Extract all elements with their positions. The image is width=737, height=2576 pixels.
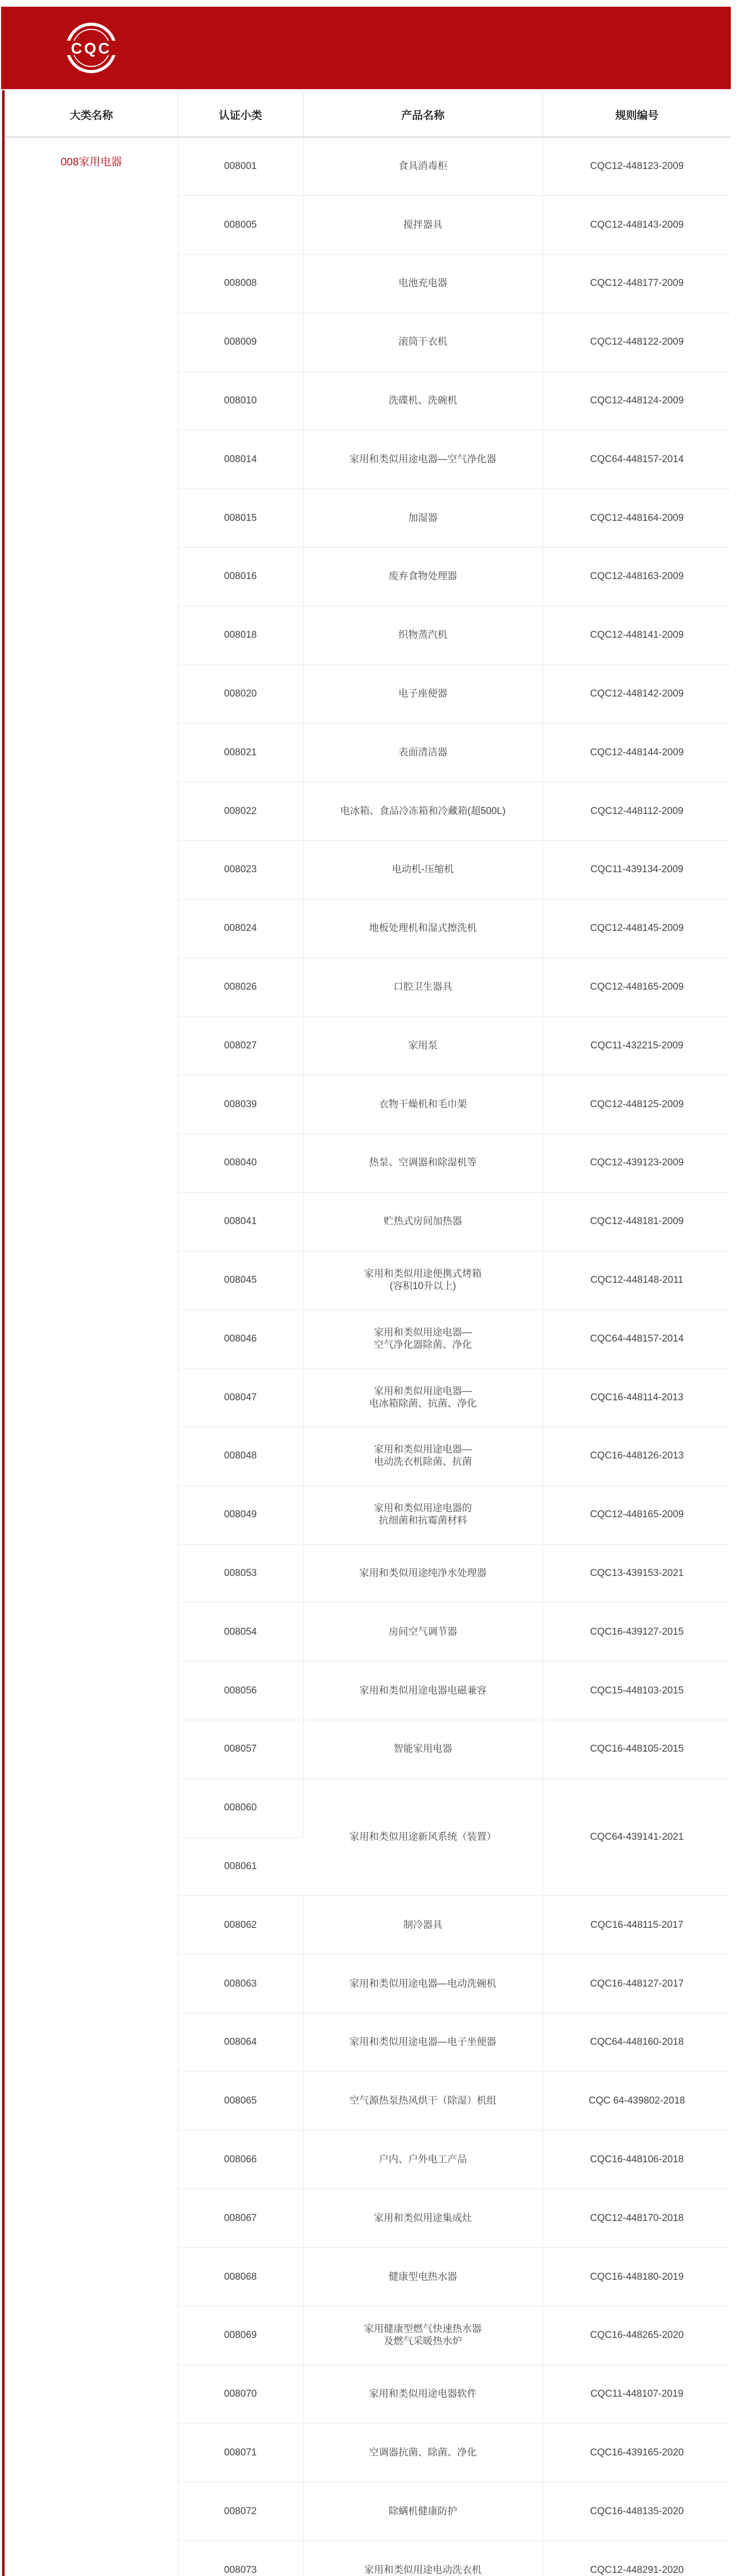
product-name-cell: 电池充电器	[303, 255, 543, 313]
subcategory-code-cell: 008020	[178, 665, 303, 723]
rule-number-cell: CQC12-448163-2009	[543, 548, 731, 606]
rule-number-cell: CQC12-448148-2011	[543, 1251, 731, 1310]
table-row	[5, 137, 731, 196]
product-name-cell: 家用和类似用途电器— 电冰箱除菌、抗菌、净化	[303, 1368, 543, 1427]
rule-number-cell: CQC64-448157-2014	[543, 430, 731, 489]
subcategory-code-cell: 008057	[178, 1720, 303, 1779]
rule-number-cell: CQC11-448107-2019	[543, 2365, 731, 2424]
subcategory-code-cell: 008026	[178, 958, 303, 1016]
rule-number-cell: CQC12-448145-2009	[543, 899, 731, 958]
rule-number-cell: CQC13-439153-2021	[543, 1544, 731, 1603]
subcategory-code-cell: 008063	[178, 1955, 303, 2013]
rule-number-cell: CQC12-448143-2009	[543, 196, 731, 255]
header-rule-number: 规则编号	[543, 93, 731, 137]
rule-number-cell: CQC16-448106-2018	[543, 2130, 731, 2189]
rule-number-cell: CQC12-448177-2009	[543, 255, 731, 313]
product-name-cell: 智能家用电器	[303, 1720, 543, 1779]
product-name-cell: 除螨机健康防护	[303, 2482, 543, 2541]
product-name-cell: 电冰箱、食品冷冻箱和冷藏箱(超500L)	[303, 782, 543, 841]
subcategory-code-cell: 008041	[178, 1192, 303, 1251]
subcategory-code-cell: 008005	[178, 196, 303, 255]
subcategory-code-cell: 008072	[178, 2482, 303, 2541]
rule-number-cell: CQC11-439134-2009	[543, 841, 731, 900]
subcategory-code-cell: 008047	[178, 1368, 303, 1427]
product-name-cell: 家用和类似用途电器— 空气净化器除菌、净化	[303, 1310, 543, 1368]
product-name-cell: 家用和类似用途新风系统（装置）	[303, 1778, 543, 1896]
rule-number-cell: CQC12-448181-2009	[543, 1192, 731, 1251]
rule-number-cell: CQC12-448165-2009	[543, 1485, 731, 1544]
product-name-cell: 搅拌器具	[303, 196, 543, 255]
product-name-cell: 衣物干燥机和毛巾架	[303, 1075, 543, 1134]
header-subcategory: 认证小类	[178, 93, 303, 137]
subcategory-code-cell: 008039	[178, 1075, 303, 1134]
cqc-logo[interactable]	[58, 21, 125, 75]
product-name-cell: 户内、户外电工产品	[303, 2130, 543, 2189]
subcategory-code-cell: 008062	[178, 1896, 303, 1955]
subcategory-code-cell: 008048	[178, 1427, 303, 1486]
subcategory-code-cell: 008064	[178, 2013, 303, 2072]
table-body	[5, 137, 731, 2576]
product-name-cell: 地板处理机和湿式擦洗机	[303, 899, 543, 958]
subcategory-code-cell: 008023	[178, 841, 303, 900]
product-name-cell: 房间空气调节器	[303, 1603, 543, 1662]
product-name-cell: 家用和类似用途电器—空气净化器	[303, 430, 543, 489]
rule-number-cell: CQC12-439123-2009	[543, 1134, 731, 1193]
product-name-cell: 空气源热泵热风烘干（除湿）机组	[303, 2072, 543, 2130]
rule-number-cell: CQC64-439141-2021	[543, 1778, 731, 1896]
subcategory-code-cell: 008009	[178, 313, 303, 371]
product-name-cell: 家用和类似用途电器— 电动洗衣机除菌、抗菌	[303, 1427, 543, 1486]
product-name-cell: 制冷器具	[303, 1896, 543, 1955]
product-name-cell: 空调器抗菌、除菌、净化	[303, 2424, 543, 2482]
subcategory-code-cell: 008069	[178, 2306, 303, 2365]
rule-number-cell: CQC16-448115-2017	[543, 1896, 731, 1955]
subcategory-code-cell: 008065	[178, 2072, 303, 2130]
rule-number-cell: CQC12-448144-2009	[543, 723, 731, 782]
subcategory-code-cell: 008060	[178, 1778, 303, 1837]
product-name-cell: 家用和类似用途电器—电子坐便器	[303, 2013, 543, 2072]
product-name-cell: 废弃食物处理器	[303, 548, 543, 606]
rule-number-cell: CQC11-432215-2009	[543, 1016, 731, 1075]
product-name-cell: 家用和类似用途电器的 抗细菌和抗霉菌材料	[303, 1485, 543, 1544]
rule-number-cell: CQC12-448122-2009	[543, 313, 731, 371]
rule-number-cell: CQC64-448157-2014	[543, 1310, 731, 1368]
product-name-cell: 食具消毒柜	[303, 137, 543, 196]
rule-number-cell: CQC16-448105-2015	[543, 1720, 731, 1779]
product-name-cell: 家用泵	[303, 1016, 543, 1075]
rule-number-cell: CQC12-448165-2009	[543, 958, 731, 1016]
subcategory-code-cell: 008001	[178, 137, 303, 196]
subcategory-code-cell: 008061	[178, 1837, 303, 1896]
product-name-cell: 家用和类似用途集成灶	[303, 2189, 543, 2248]
subcategory-code-cell: 008054	[178, 1603, 303, 1662]
product-name-cell: 家用和类似用途电器电磁兼容	[303, 1662, 543, 1720]
rule-number-cell: CQC12-448124-2009	[543, 371, 731, 430]
subcategory-code-cell: 008056	[178, 1662, 303, 1720]
subcategory-code-cell: 008046	[178, 1310, 303, 1368]
product-name-cell: 表面清洁器	[303, 723, 543, 782]
subcategory-code-cell: 008068	[178, 2248, 303, 2307]
certification-table	[5, 93, 731, 2576]
rule-number-cell: CQC12-448170-2018	[543, 2189, 731, 2248]
product-name-cell: 洗碟机、洗碗机	[303, 371, 543, 430]
category-cell: 008家用电器	[5, 137, 178, 2576]
header-banner	[1, 7, 731, 89]
subcategory-code-cell: 008027	[178, 1016, 303, 1075]
product-name-cell: 家用和类似用途电动洗衣机	[303, 2541, 543, 2576]
subcategory-code-cell: 008022	[178, 782, 303, 841]
rule-number-cell: CQC 64-439802-2018	[543, 2072, 731, 2130]
product-name-cell: 口腔卫生器具	[303, 958, 543, 1016]
subcategory-code-cell: 008008	[178, 255, 303, 313]
subcategory-code-cell: 008071	[178, 2424, 303, 2482]
subcategory-code-cell: 008070	[178, 2365, 303, 2424]
product-name-cell: 加湿器	[303, 489, 543, 548]
subcategory-code-cell: 008053	[178, 1544, 303, 1603]
rule-number-cell: CQC16-448135-2020	[543, 2482, 731, 2541]
rule-number-cell: CQC12-448123-2009	[543, 137, 731, 196]
subcategory-code-cell: 008021	[178, 723, 303, 782]
header-category: 大类名称	[5, 93, 178, 137]
rule-number-cell: CQC64-448160-2018	[543, 2013, 731, 2072]
subcategory-code-cell: 008015	[178, 489, 303, 548]
product-name-cell: 滚筒干衣机	[303, 313, 543, 371]
table-header-row	[5, 93, 731, 137]
rule-number-cell: CQC16-448126-2013	[543, 1427, 731, 1486]
left-accent-bar	[2, 90, 5, 2576]
product-name-cell: 热泵、空调器和除湿机等	[303, 1134, 543, 1193]
rule-number-cell: CQC16-448265-2020	[543, 2306, 731, 2365]
rule-number-cell: CQC12-448141-2009	[543, 606, 731, 665]
product-name-cell: 织物蒸汽机	[303, 606, 543, 665]
product-name-cell: 电动机-压缩机	[303, 841, 543, 900]
rule-number-cell: CQC12-448164-2009	[543, 489, 731, 548]
product-name-cell: 家用和类似用途纯净水处理器	[303, 1544, 543, 1603]
rule-number-cell: CQC12-448291-2020	[543, 2541, 731, 2576]
rule-number-cell: CQC16-439165-2020	[543, 2424, 731, 2482]
product-name-cell: 电子座便器	[303, 665, 543, 723]
product-name-cell: 家用和类似用途便携式烤箱 (容积10升以上)	[303, 1251, 543, 1310]
subcategory-code-cell: 008067	[178, 2189, 303, 2248]
subcategory-code-cell: 008014	[178, 430, 303, 489]
subcategory-code-cell: 008040	[178, 1134, 303, 1193]
certification-table-wrap	[5, 93, 731, 2576]
rule-number-cell: CQC15-448103-2015	[543, 1662, 731, 1720]
subcategory-code-cell: 008018	[178, 606, 303, 665]
subcategory-code-cell: 008010	[178, 371, 303, 430]
subcategory-code-cell: 008066	[178, 2130, 303, 2189]
rule-number-cell: CQC12-448142-2009	[543, 665, 731, 723]
subcategory-code-cell: 008045	[178, 1251, 303, 1310]
subcategory-code-cell: 008073	[178, 2541, 303, 2576]
subcategory-code-cell: 008049	[178, 1485, 303, 1544]
rule-number-cell: CQC12-448112-2009	[543, 782, 731, 841]
header-product-name: 产品名称	[303, 93, 543, 137]
rule-number-cell: CQC16-439127-2015	[543, 1603, 731, 1662]
product-name-cell: 家用健康型燃气快速热水器 及燃气采暖热水炉	[303, 2306, 543, 2365]
rule-number-cell: CQC16-448127-2017	[543, 1955, 731, 2013]
product-name-cell: 贮热式房间加热器	[303, 1192, 543, 1251]
svg-text:CQC: CQC	[71, 40, 112, 57]
product-name-cell: 家用和类似用途电器—电动洗碗机	[303, 1955, 543, 2013]
subcategory-code-cell: 008024	[178, 899, 303, 958]
product-name-cell: 家用和类似用途电器软件	[303, 2365, 543, 2424]
rule-number-cell: CQC16-448114-2013	[543, 1368, 731, 1427]
rule-number-cell: CQC12-448125-2009	[543, 1075, 731, 1134]
product-name-cell: 健康型电热水器	[303, 2248, 543, 2307]
subcategory-code-cell: 008016	[178, 548, 303, 606]
rule-number-cell: CQC16-448180-2019	[543, 2248, 731, 2307]
